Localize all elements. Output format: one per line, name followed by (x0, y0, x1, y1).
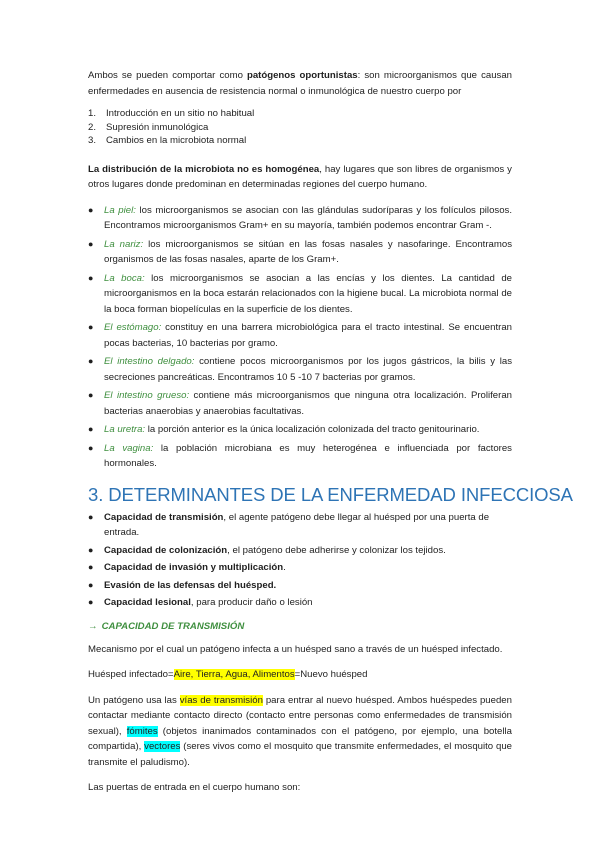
organs-list (88, 203, 512, 472)
list-item: ● Capacidad de transmisión, el agente patógeno debe llegar al huésped por una puerta de entrada. (88, 510, 512, 541)
list-item: 2. Supresión inmunológica (88, 121, 209, 133)
list-item: ● La nariz: los microorganismos se sitúan en las fosas nasales y nasofaringe. Encontramos organismos de las fosas nasales, aparte de los Gram+. (88, 237, 512, 268)
organ-label: La nariz: (104, 238, 144, 250)
bullet-icon: ● (88, 272, 94, 283)
list-item: ● La boca: los microorganismos se asocian a las encías y los dientes. La cantidad de microorganismos en la boca estarán relacionados con la higiene bucal. La microbiota normal de la boca forman biopelículas en la superficie de los dientes. (88, 271, 512, 318)
list-item: ● La piel: los microorganismos se asocian con las glándulas sudoríparas y los folículos pilosos. Encontramos microorganismos Gram+ en su mayoría, también podemos encontrar Gram -. (88, 203, 512, 234)
highlight-vectors: vectores (144, 741, 181, 752)
arrow-right-icon: → (88, 620, 98, 632)
list-item: ● El intestino delgado: contiene pocos microorganismos por los jugos gástricos, la bilis y las secreciones pancreáticas. Encontramos 10 5 -10 7 bacterias por gramos. (88, 354, 512, 385)
list-item: ● Capacidad lesional, para producir daño o lesión (88, 595, 512, 611)
list-item: ● El intestino grueso: contiene más microorganismos que ninguna otra localización. Proliferan bacterias anaerobias y anaerobias facultativas. (88, 388, 512, 419)
subheading: → CAPACIDAD DE TRANSMISIÓN (88, 620, 245, 632)
list-item: ● Capacidad de colonización, el patógeno debe adherirse y colonizar los tejidos. (88, 543, 512, 559)
highlight-vehicles: Aire, Tierra, Agua, Alimentos (173, 669, 295, 680)
organ-label: El intestino delgado: (104, 356, 195, 367)
routes-paragraph: Un patógeno usa las vías de transmisión para entrar al nuevo huésped. Ambos huéspedes pueden contactar mediante contacto directo (contacto entre personas como enfermedades de transmisión sexual), fómites (objetos inanimados contaminados con el patógeno, por ejemplo, una botella compartida), vectores (seres vivos como el mosquito que transmite enfermedades, el mosquito que transmite el paludismo). (88, 694, 513, 768)
list-item: ● La uretra: la porción anterior es la única localización colonizada del tracto genitourinario. (88, 422, 512, 438)
causes-list (88, 107, 512, 148)
bullet-icon: ● (88, 390, 94, 400)
list-item: ● Evasión de las defensas del huésped. (88, 578, 512, 594)
organ-label: El intestino grueso: (104, 390, 190, 401)
organ-label: La uretra: (104, 424, 146, 435)
bullet-icon: ● (88, 322, 94, 332)
bullet-icon: ● (88, 544, 94, 555)
bullet-icon: ● (88, 579, 94, 590)
determinants-list (88, 510, 512, 611)
bullet-icon: ● (88, 424, 94, 434)
bullet-icon: ● (88, 238, 94, 249)
formula-line: Huésped infectado=Aire, Tierra, Agua, Alimentos=Nuevo huésped (88, 669, 368, 680)
bullet-icon: ● (88, 597, 94, 607)
section-heading: 3. DETERMINANTES DE LA ENFERMEDAD INFECCIOSA (88, 483, 573, 505)
intro-paragraph: Ambos se pueden comportar como patógenos oportunistas: son microorganismos que causan enfermedades en ausencia de resistencia normal o inmunológica de nuestro cuerpo por (88, 70, 513, 97)
mechanism-paragraph: Mecanismo por el cual un patógeno infecta a un huésped sano a través de un huésped infectado. (88, 643, 503, 655)
bullet-icon: ● (88, 511, 94, 522)
bullet-icon: ● (88, 442, 94, 453)
list-item: ● La vagina: la población microbiana es muy heterogénea e influenciada por factores hormonales. (88, 441, 512, 472)
highlight-routes: vías de transmisión (179, 694, 263, 706)
list-item: 1. Introducción en un sitio no habitual (88, 108, 255, 119)
organ-label: La boca: (104, 272, 145, 284)
distribution-paragraph: La distribución de la microbiota no es homogénea, hay lugares que son libres de organismos y otros lugares donde predominan en determinadas regiones del cuerpo humano. (88, 163, 512, 190)
bullet-icon: ● (88, 356, 94, 366)
list-item: ● Capacidad de invasión y multiplicación. (88, 560, 512, 576)
organ-label: La piel: (104, 204, 136, 216)
highlight-fomites: fómites (126, 725, 158, 737)
organ-label: El estómago: (104, 322, 162, 333)
bullet-icon: ● (88, 562, 94, 572)
list-item: 3. Cambios en la microbiota normal (88, 135, 247, 146)
term-opportunistic: patógenos oportunistas (246, 70, 358, 81)
list-item: ● El estómago: constituy en una barrera microbiológica para el tracto intestinal. Se encuentran pocas bacterias, 10 bacterias por gramo. (88, 320, 512, 351)
bullet-icon: ● (88, 204, 94, 215)
entry-doors-paragraph: Las puertas de entrada en el cuerpo humano son: (88, 782, 301, 793)
organ-label: La vagina: (104, 442, 154, 454)
